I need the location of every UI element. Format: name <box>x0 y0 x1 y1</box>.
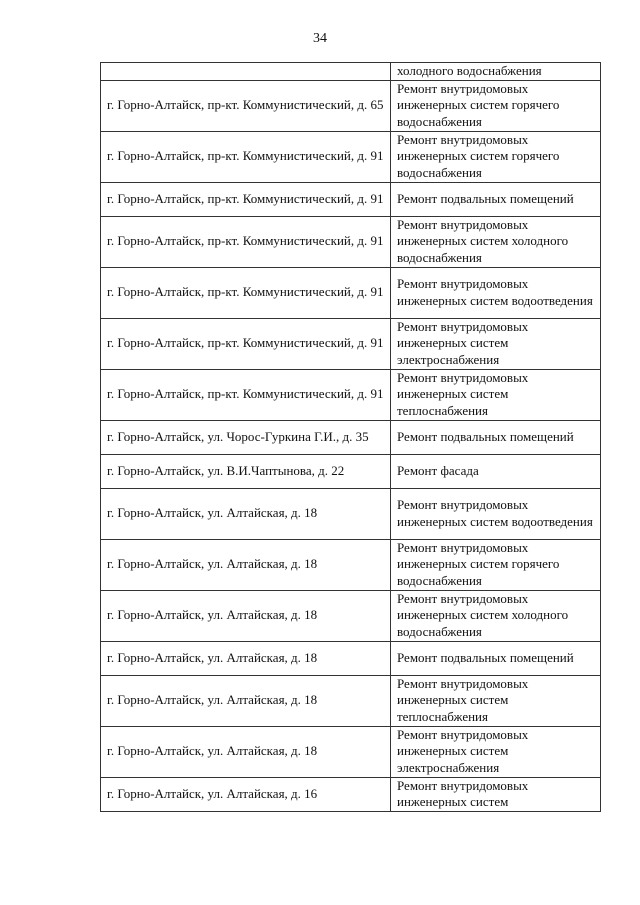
table-row <box>101 216 601 267</box>
address-cell: г. Горно-Алтайск, ул. Алтайская, д. 18 <box>101 539 391 590</box>
table-row <box>101 131 601 182</box>
table-row <box>101 590 601 641</box>
table-row <box>101 420 601 454</box>
address-cell: г. Горно-Алтайск, ул. Алтайская, д. 18 <box>101 726 391 777</box>
table-row <box>101 675 601 726</box>
work-type-cell: Ремонт внутридомовых инженерных систем водоотведения <box>391 488 601 539</box>
address-cell: г. Горно-Алтайск, пр-кт. Коммунистический, д. 91 <box>101 369 391 420</box>
table-row <box>101 182 601 216</box>
address-cell: г. Горно-Алтайск, ул. Алтайская, д. 18 <box>101 675 391 726</box>
work-type-cell: Ремонт внутридомовых инженерных систем холодного водоснабжения <box>391 590 601 641</box>
table-row <box>101 80 601 131</box>
work-type-cell: холодного водоснабжения <box>391 63 601 81</box>
work-type-cell: Ремонт подвальных помещений <box>391 182 601 216</box>
table-row <box>101 318 601 369</box>
address-cell: г. Горно-Алтайск, пр-кт. Коммунистический, д. 91 <box>101 131 391 182</box>
address-cell: г. Горно-Алтайск, пр-кт. Коммунистический, д. 65 <box>101 80 391 131</box>
work-type-cell: Ремонт внутридомовых инженерных систем горячего водоснабжения <box>391 80 601 131</box>
work-type-cell: Ремонт внутридомовых инженерных систем <box>391 777 601 811</box>
work-type-cell: Ремонт подвальных помещений <box>391 641 601 675</box>
address-cell: г. Горно-Алтайск, пр-кт. Коммунистический, д. 91 <box>101 318 391 369</box>
table-row <box>101 369 601 420</box>
address-cell: г. Горно-Алтайск, ул. Алтайская, д. 16 <box>101 777 391 811</box>
table-row <box>101 539 601 590</box>
work-type-cell: Ремонт внутридомовых инженерных систем электроснабжения <box>391 726 601 777</box>
table-row <box>101 641 601 675</box>
work-type-cell: Ремонт внутридомовых инженерных систем горячего водоснабжения <box>391 131 601 182</box>
address-cell: г. Горно-Алтайск, ул. Чорос-Гуркина Г.И., д. 35 <box>101 420 391 454</box>
address-cell: г. Горно-Алтайск, пр-кт. Коммунистический, д. 91 <box>101 216 391 267</box>
address-cell: г. Горно-Алтайск, ул. Алтайская, д. 18 <box>101 590 391 641</box>
address-cell: г. Горно-Алтайск, пр-кт. Коммунистический, д. 91 <box>101 182 391 216</box>
address-cell: г. Горно-Алтайск, ул. Алтайская, д. 18 <box>101 488 391 539</box>
table-row <box>101 777 601 811</box>
work-type-cell: Ремонт внутридомовых инженерных систем теплоснабжения <box>391 675 601 726</box>
table-row <box>101 267 601 318</box>
address-cell: г. Горно-Алтайск, пр-кт. Коммунистический, д. 91 <box>101 267 391 318</box>
address-cell: г. Горно-Алтайск, ул. В.И.Чаптынова, д. 22 <box>101 454 391 488</box>
work-type-cell: Ремонт фасада <box>391 454 601 488</box>
page-number: 34 <box>313 31 327 46</box>
work-type-cell: Ремонт подвальных помещений <box>391 420 601 454</box>
work-type-cell: Ремонт внутридомовых инженерных систем водоотведения <box>391 267 601 318</box>
work-type-cell: Ремонт внутридомовых инженерных систем горячего водоснабжения <box>391 539 601 590</box>
table-row <box>101 63 601 81</box>
address-cell: г. Горно-Алтайск, ул. Алтайская, д. 18 <box>101 641 391 675</box>
table-row <box>101 726 601 777</box>
work-type-cell: Ремонт внутридомовых инженерных систем холодного водоснабжения <box>391 216 601 267</box>
repair-table <box>100 62 601 812</box>
work-type-cell: Ремонт внутридомовых инженерных систем теплоснабжения <box>391 369 601 420</box>
work-type-cell: Ремонт внутридомовых инженерных систем электроснабжения <box>391 318 601 369</box>
table-row <box>101 488 601 539</box>
table-row <box>101 454 601 488</box>
address-cell <box>101 63 391 81</box>
